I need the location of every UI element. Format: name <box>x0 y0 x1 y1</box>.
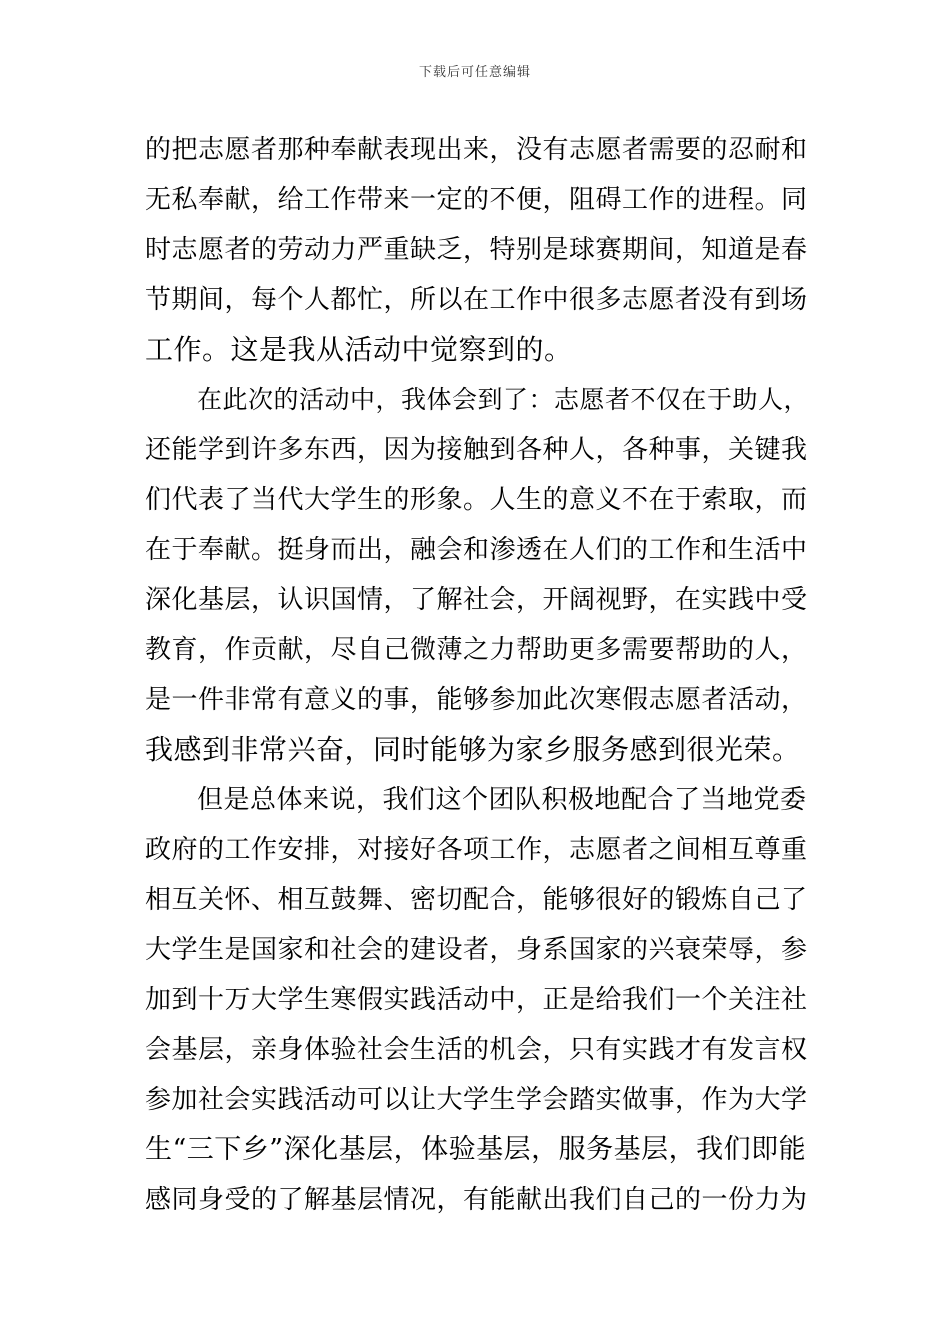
document-body <box>145 125 817 1225</box>
text-line: 深化基层，认识国情，了解社会，开阔视野，在实践中受 <box>145 585 808 615</box>
text-line: 的把志愿者那种奉献表现出来，没有志愿者需要的忍耐和 <box>145 135 808 165</box>
text-line: 会基层，亲身体验社会生活的机会，只有实践才有发言权 <box>145 1035 808 1065</box>
header-note: 下载后可任意编辑 <box>418 65 531 80</box>
page-header <box>0 64 950 82</box>
text-line: 在于奉献。挺身而出，融会和渗透在人们的工作和生活中 <box>145 535 808 565</box>
text-line: 大学生是国家和社会的建设者，身系国家的兴衰荣辱，参 <box>145 935 808 965</box>
text-line: 加到十万大学生寒假实践活动中，正是给我们一个关注社 <box>145 985 808 1015</box>
text-line: 无私奉献，给工作带来一定的不便，阻碍工作的进程。同 <box>145 185 808 215</box>
text-line: 参加社会实践活动可以让大学生学会踏实做事，作为大学 <box>145 1085 808 1115</box>
text-line: 们代表了当代大学生的形象。人生的意义不在于索取，而 <box>145 485 808 515</box>
text-line: 时志愿者的劳动力严重缺乏，特别是球赛期间，知道是春 <box>145 235 808 265</box>
text-line: 政府的工作安排，对接好各项工作，志愿者之间相互尊重 <box>145 835 808 865</box>
text-line: 但是总体来说，我们这个团队积极地配合了当地党委 <box>197 785 807 815</box>
text-line: 工作。这是我从活动中觉察到的。 <box>145 333 573 366</box>
text-line: 教育，作贡献，尽自己微薄之力帮助更多需要帮助的人， <box>145 635 808 665</box>
text-line: 是一件非常有意义的事，能够参加此次寒假志愿者活动， <box>145 685 808 715</box>
text-line: 节期间，每个人都忙，所以在工作中很多志愿者没有到场 <box>145 285 808 315</box>
text-line: 在此次的活动中，我体会到了：志愿者不仅在于助人， <box>197 385 810 414</box>
text-line: 相互关怀、相互鼓舞、密切配合，能够很好的锻炼自己了 <box>145 885 808 915</box>
text-line: 感同身受的了解基层情况，有能献出我们自己的一份力为 <box>145 1185 808 1215</box>
text-line: 生“三下乡”深化基层，体验基层，服务基层，我们即能 <box>145 1134 807 1165</box>
text-line: 还能学到许多东西，因为接触到各种人，各种事，关键我 <box>145 435 808 465</box>
text-line: 我感到非常兴奋，同时能够为家乡服务感到很光荣。 <box>145 733 801 766</box>
